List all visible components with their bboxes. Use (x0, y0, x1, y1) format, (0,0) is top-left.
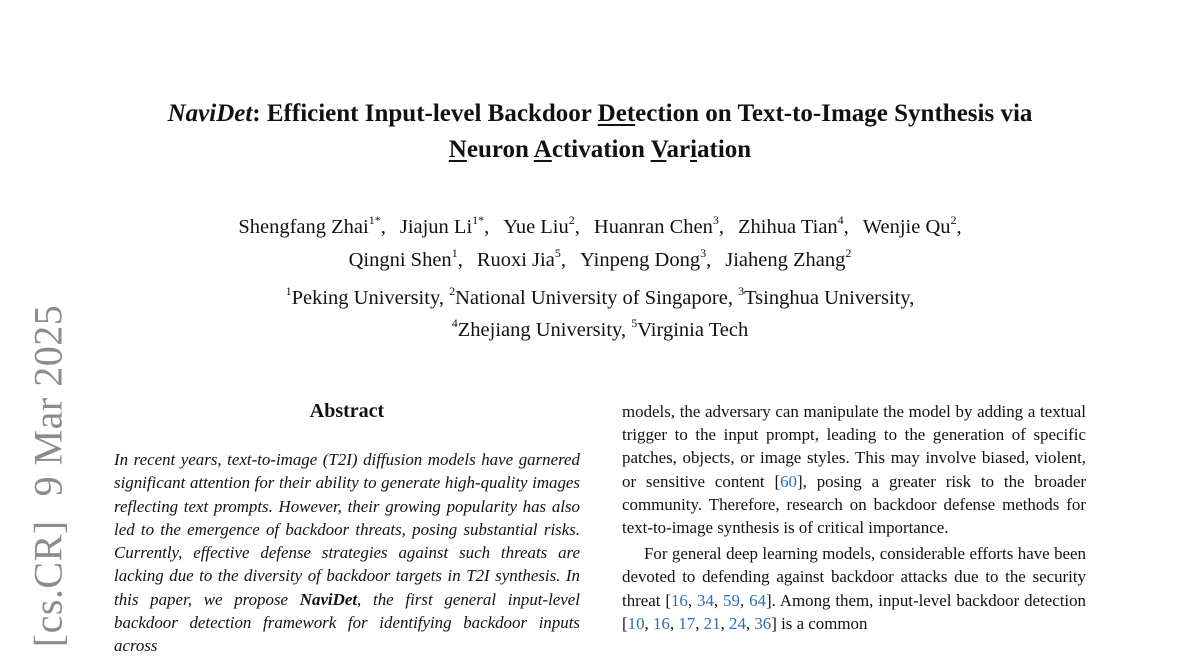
affiliation-mark: 3 (738, 284, 745, 299)
intro-column (622, 400, 1086, 635)
affiliation-mark: 2 (449, 284, 456, 299)
intro-paragraph-2 (622, 542, 1086, 635)
affiliation-name: Tsinghua University, (744, 287, 915, 309)
affiliation-name: National University of Singapore, (455, 287, 739, 309)
title-underline-det: Det (597, 100, 636, 127)
author-name-text: Qingni Shen (348, 249, 452, 271)
title-text: ar (666, 136, 691, 163)
author-name (476, 246, 566, 271)
author-name (593, 213, 724, 238)
author-name (503, 213, 580, 238)
title-text: : Efficient Input-level Backdoor (252, 100, 598, 127)
author-list (0, 211, 1200, 277)
arxiv-category: [cs.CR] (25, 520, 71, 648)
author-separator: , (560, 249, 566, 271)
author-separator: , (718, 216, 724, 238)
author-separator: , (484, 216, 490, 238)
author-separator: , (457, 249, 463, 271)
author-affiliation-mark: 1* (472, 213, 485, 228)
title-underline-a: A (533, 136, 552, 163)
author-name-text: Shengfang Zhai (238, 216, 369, 238)
affiliation-line (0, 282, 1200, 314)
intro-paragraph-1 (622, 400, 1086, 539)
author-affiliation-mark: 2 (568, 213, 575, 228)
title-text: ctivation (551, 136, 651, 163)
author-affiliation-mark: 1* (368, 213, 381, 228)
citation-group: 16, 34, 59, 64 (670, 590, 766, 610)
author-separator: , (380, 216, 386, 238)
author-name-text: Yinpeng Dong (579, 249, 701, 271)
abstract-section (114, 396, 580, 658)
citation-link[interactable]: 64 (749, 590, 766, 610)
citation-link[interactable]: 16 (670, 590, 688, 610)
abstract-text-part: In recent years, text-to-image (T2I) diffusion models have garnered significant attention for their ability to generate high-quality images reflecting text prompts. However, their growing popularity has also led to the emergence of backdoor threats, posing substantial risks. Currently, effective defense strategies against such threats are lacking due to the diversity of backdoor targets in T2I synthesis. In this paper, we propose (114, 450, 580, 609)
arxiv-stamp (25, 305, 72, 647)
author-name-text: Huanran Chen (593, 216, 713, 238)
affiliation-mark: 1 (285, 284, 292, 299)
citation-link[interactable]: 36 (754, 613, 772, 633)
abstract-text-part: , the first general input-level backdoor detection framework for identifying backdoor inputs across (114, 589, 580, 656)
author-line (0, 211, 1200, 244)
paper-title (0, 96, 1200, 168)
affiliation-line (0, 314, 1200, 346)
affiliation-name: Zhejiang University, (457, 319, 632, 341)
author-affiliation-mark: 5 (554, 246, 561, 261)
author-name (238, 213, 386, 238)
author-name-text: Jiaheng Zhang (725, 249, 846, 271)
author-name (399, 213, 490, 238)
author-name-text: Ruoxi Jia (476, 249, 555, 271)
author-affiliation-mark: 3 (712, 213, 719, 228)
affiliation-mark: 5 (631, 316, 638, 331)
citation-group: 10, 16, 17, 21, 24, 36 (627, 613, 772, 633)
author-name (738, 213, 849, 238)
body-text: ], posing a greater risk to the broader community. Therefore, research on backdoor defense methods for text-to-image synthesis is of critical importance. (622, 471, 1086, 538)
author-name (348, 246, 463, 271)
author-name-text: Wenjie Qu (862, 216, 951, 238)
author-separator: , (956, 216, 962, 238)
title-text: ection on Text-to-Image Synthesis via (635, 100, 1033, 127)
arxiv-date: 9 Mar 2025 (25, 304, 71, 497)
citation-link[interactable]: 24 (729, 613, 746, 633)
abstract-text (114, 448, 580, 658)
author-affiliation-mark: 4 (837, 213, 844, 228)
author-separator: , (843, 216, 849, 238)
author-name (725, 246, 852, 271)
citation-link[interactable]: 21 (703, 613, 721, 633)
author-separator: , (574, 216, 580, 238)
title-text: ation (697, 136, 752, 163)
author-name (862, 213, 962, 238)
title-text: euron (466, 136, 534, 163)
body-text: models, the adversary can manipulate the model by adding a textual trigger to the input prompt, leading to the generation of specific patches, objects, or image styles. This may involve biased, violent, or sensitive content [ (622, 402, 1086, 491)
author-separator: , (706, 249, 712, 271)
title-underline-i: i (690, 136, 698, 163)
affiliation-list (0, 282, 1200, 346)
citation-link[interactable]: 10 (627, 613, 645, 633)
citation-link[interactable]: 16 (652, 613, 670, 633)
author-name-text: Zhihua Tian (738, 216, 838, 238)
title-underline-v: V (650, 136, 667, 163)
author-name (579, 246, 712, 271)
author-affiliation-mark: 2 (950, 213, 957, 228)
author-name-text: Yue Liu (503, 216, 569, 238)
body-text: ] is a common (771, 613, 868, 633)
citation-link[interactable]: 17 (678, 613, 696, 633)
author-affiliation-mark: 1 (451, 246, 458, 261)
citation-link[interactable]: 60 (780, 471, 797, 491)
author-affiliation-mark: 2 (845, 246, 852, 261)
author-name-text: Jiajun Li (399, 216, 473, 238)
author-affiliation-mark: 3 (700, 246, 707, 261)
affiliation-name: Peking University, (291, 287, 450, 309)
affiliation-name: Virginia Tech (637, 319, 749, 341)
body-text: For general deep learning models, considerable efforts have been devoted to defending against backdoor attacks due to the security threat [ (622, 544, 1086, 610)
citation-link[interactable]: 59 (723, 590, 740, 610)
affiliation-mark: 4 (451, 316, 458, 331)
body-text: ]. Among them, input-level backdoor detection [ (622, 590, 1087, 633)
abstract-heading: Abstract (309, 400, 385, 422)
abstract-method-name: NaviDet (299, 589, 358, 609)
title-underline-n: N (448, 136, 467, 163)
title-method-name: NaviDet (167, 100, 253, 127)
citation-link[interactable]: 34 (697, 590, 714, 610)
author-line (0, 244, 1200, 277)
